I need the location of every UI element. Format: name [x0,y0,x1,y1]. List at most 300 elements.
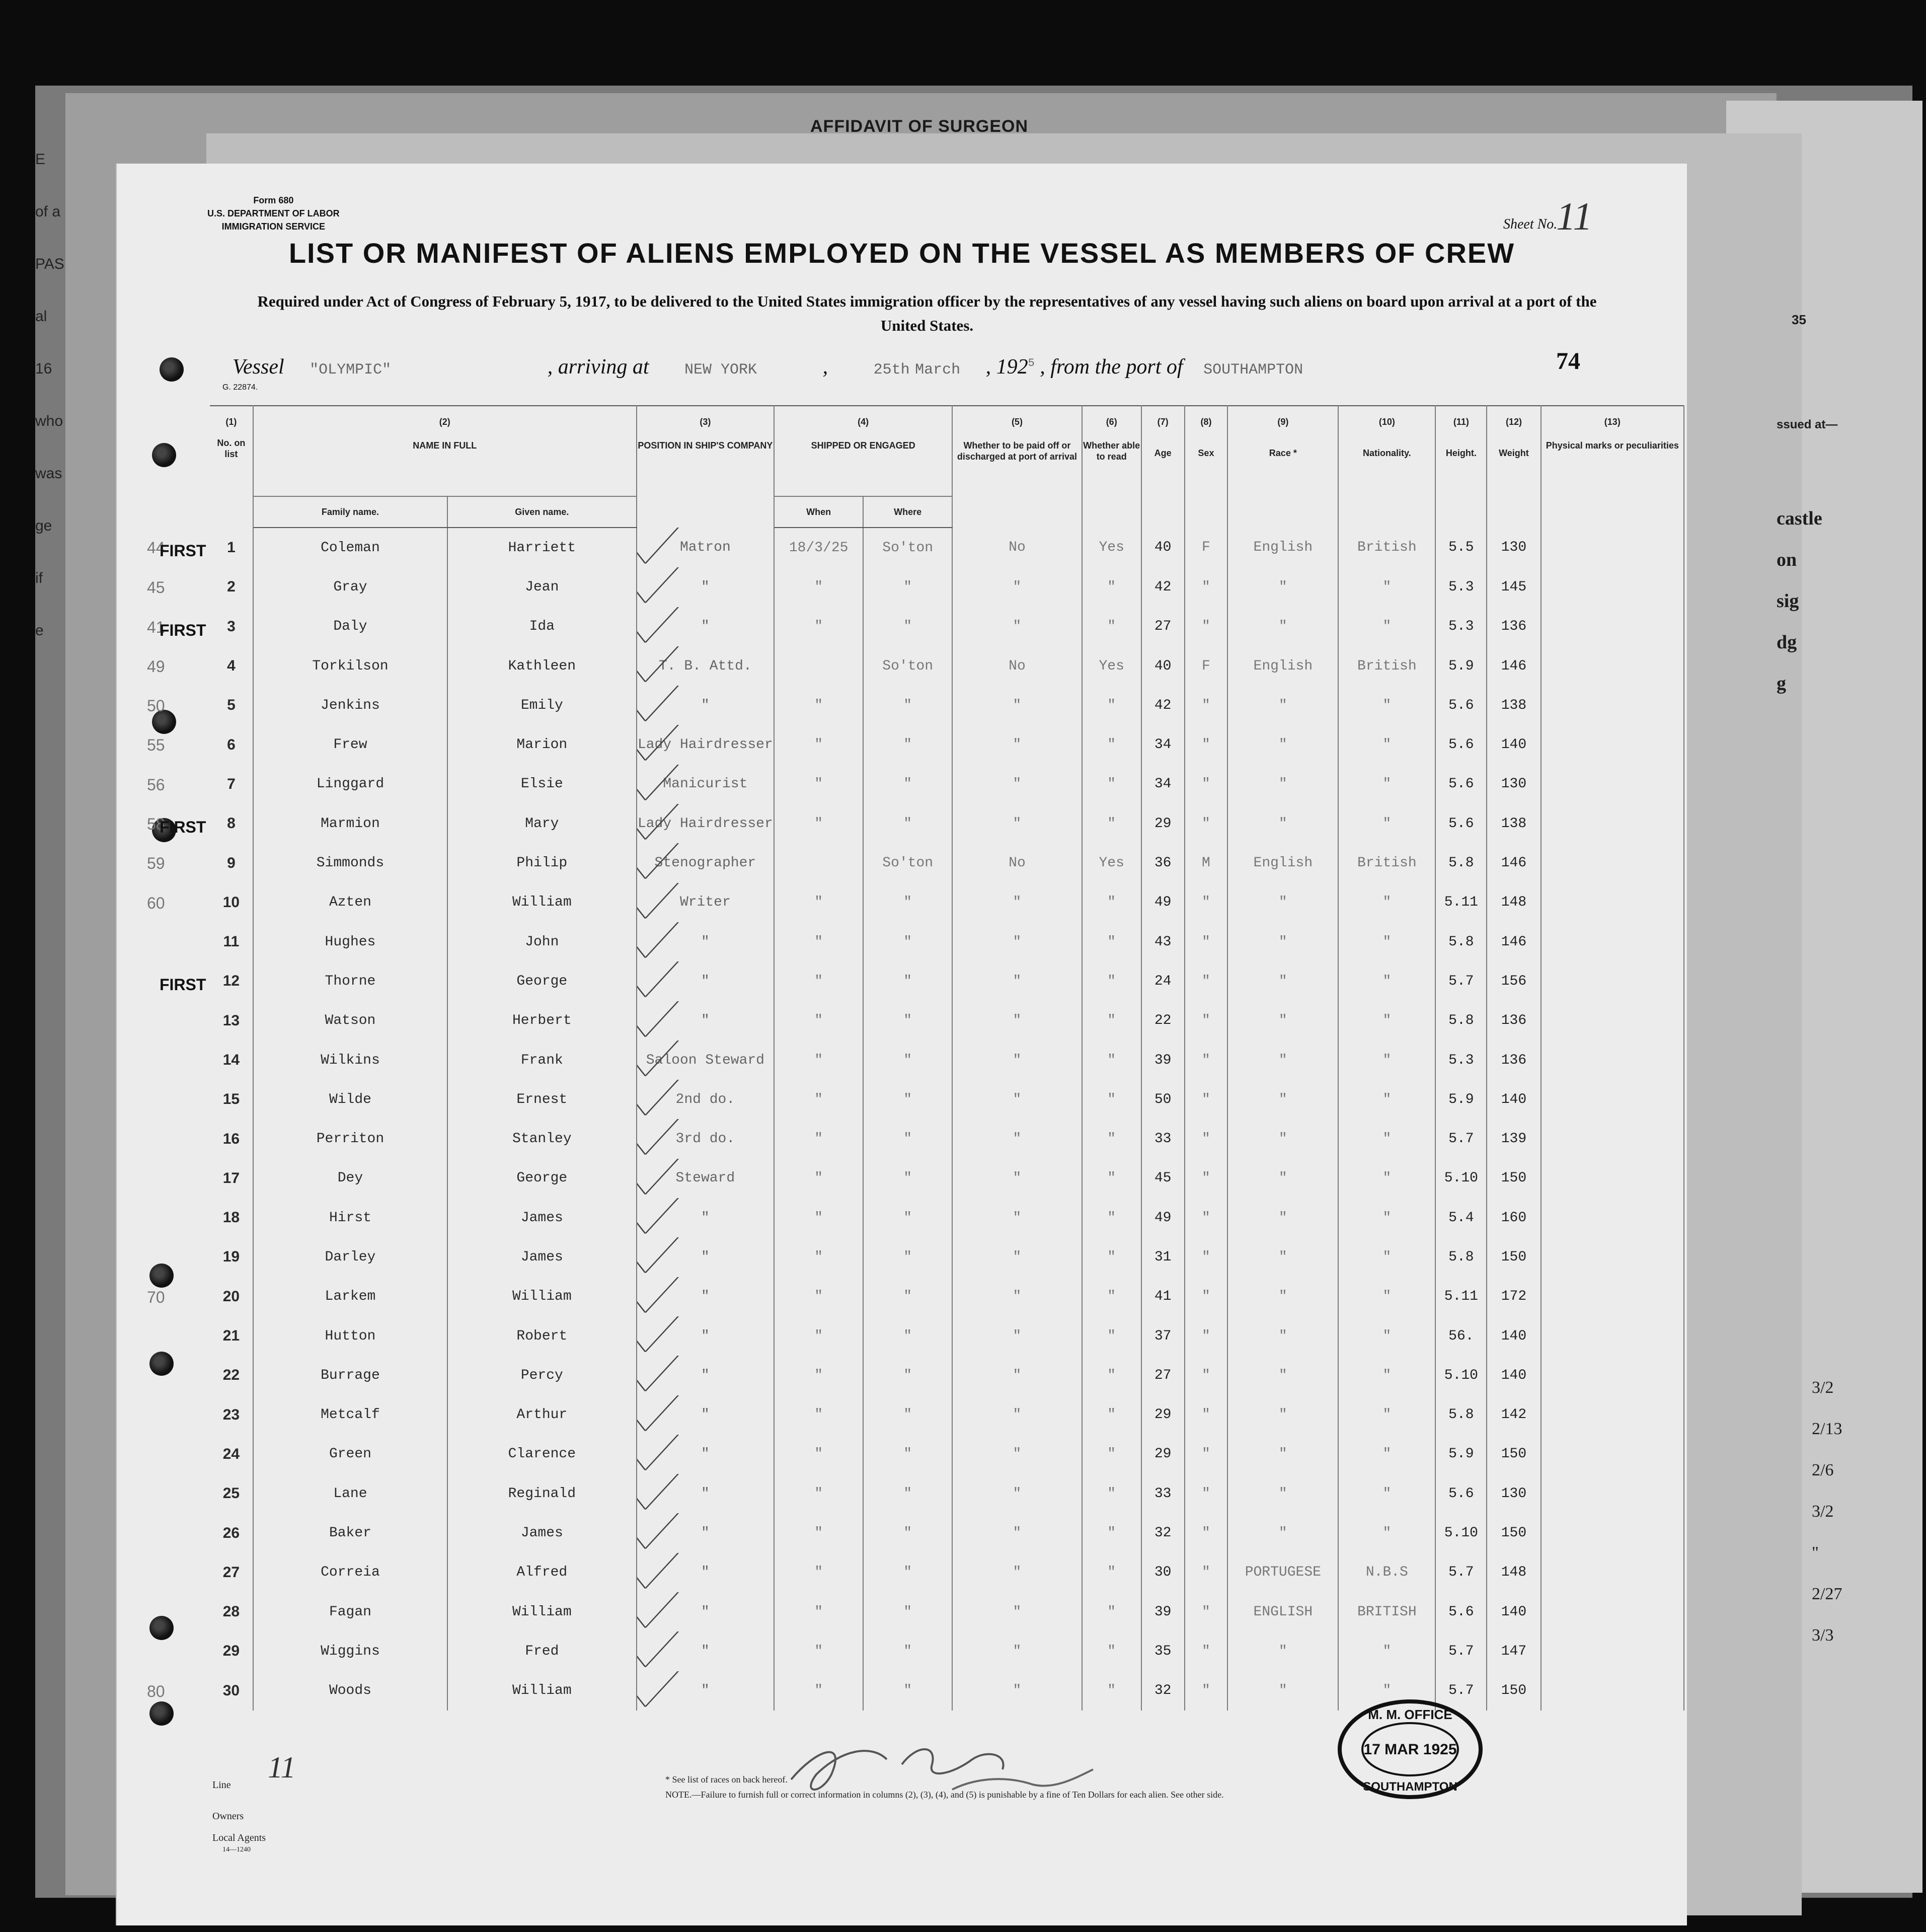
crew-row [210,765,1684,804]
shipped-where-cell: " [863,1592,952,1631]
sex-cell: " [1185,1198,1228,1237]
weight-cell: 136 [1487,1041,1540,1080]
height-cell: 5.5 [1435,528,1487,567]
height-cell: 5.7 [1435,1553,1487,1592]
family-name-cell: Wiggins [253,1631,447,1671]
race-cell: " [1227,1159,1338,1198]
row-number: 11 [210,922,253,961]
family-name-cell: Burrage [253,1356,447,1395]
age-cell: 27 [1141,607,1185,646]
row-number: 3 41 FIRST [210,607,253,646]
paid-off-cell: " [952,1513,1082,1552]
physical-marks-cell [1541,725,1684,764]
punch-hole [149,1616,174,1640]
shipped-where-cell: " [863,1041,952,1080]
header-age: (7) Age [1141,406,1185,528]
shipped-where-cell: " [863,961,952,1001]
given-name-cell: Frank [447,1041,637,1080]
height-cell: 56. [1435,1316,1487,1356]
age-cell: 45 [1141,1159,1185,1198]
shipped-when-cell: " [774,1553,863,1592]
footer-notes [665,1772,1224,1802]
able-to-read-cell: " [1082,1553,1141,1592]
right-column-number: 35 [1792,312,1806,327]
height-cell: 5.8 [1435,1395,1487,1435]
given-name-cell: George [447,1159,637,1198]
weight-cell: 130 [1487,1474,1540,1513]
weight-cell: 150 [1487,1237,1540,1277]
able-to-read-cell: " [1082,1631,1141,1671]
margin-number: 41 [147,618,165,636]
service-name: IMMIGRATION SERVICE [221,221,326,232]
given-name-cell: Herbert [447,1001,637,1041]
able-to-read-cell: " [1082,922,1141,961]
able-to-read-cell: " [1082,765,1141,804]
weight-cell: 136 [1487,1001,1540,1041]
sex-cell: " [1185,1316,1228,1356]
height-cell: 5.6 [1435,765,1487,804]
header-given-name: Given name. [447,496,637,528]
height-cell: 5.6 [1435,804,1487,843]
race-cell: " [1227,686,1338,725]
given-name-cell: James [447,1237,637,1277]
weight-cell: 140 [1487,1080,1540,1119]
age-cell: 49 [1141,1198,1185,1237]
physical-marks-cell [1541,1080,1684,1119]
physical-marks-cell [1541,1435,1684,1474]
sex-cell: " [1185,1119,1228,1158]
row-number: 8 58 FIRST [210,804,253,843]
race-cell: " [1227,1237,1338,1277]
shipped-when-cell: " [774,1198,863,1237]
crew-row [210,1513,1684,1552]
shipped-where-cell: " [863,1080,952,1119]
nationality-cell: " [1338,1080,1435,1119]
family-name-cell: Wilkins [253,1041,447,1080]
position-cell: " [637,686,775,725]
crew-row [210,1198,1684,1237]
header-able-to-read: (6) Whether able to read [1082,406,1141,528]
header-paid-off: (5) Whether to be paid off or discharged at port of arrival [952,406,1082,528]
physical-marks-cell [1541,1041,1684,1080]
sex-cell: " [1185,725,1228,764]
physical-marks-cell [1541,1395,1684,1435]
nationality-cell: " [1338,1435,1435,1474]
able-to-read-cell: " [1082,1592,1141,1631]
local-agents-label: Local Agents [212,1832,266,1843]
height-cell: 5.8 [1435,1001,1487,1041]
weight-cell: 150 [1487,1435,1540,1474]
punch-hole [149,1264,174,1288]
right-edge-date: " [1812,1543,1819,1562]
right-edge-date: 3/2 [1812,1378,1834,1397]
able-to-read-cell: Yes [1082,646,1141,686]
position-cell: " [637,1671,775,1711]
left-edge-fragment: PAS [35,256,64,272]
physical-marks-cell [1541,1198,1684,1237]
right-edge-date: 3/3 [1812,1626,1834,1645]
able-to-read-cell: " [1082,1080,1141,1119]
crew-row [210,1592,1684,1631]
given-name-cell: Clarence [447,1435,637,1474]
arrival-day: 25th [873,361,910,379]
paid-off-cell: " [952,804,1082,843]
physical-marks-cell [1541,961,1684,1001]
able-to-read-cell: " [1082,1395,1141,1435]
arriving-label: , arriving at [547,355,649,379]
row-number: 17 [210,1159,253,1198]
row-number: 4 49 [210,646,253,686]
weight-cell: 142 [1487,1395,1540,1435]
shipped-where-cell: " [863,1474,952,1513]
family-name-cell: Woods [253,1671,447,1711]
shipped-where-cell: So'ton [863,528,952,567]
sex-cell: " [1185,1237,1228,1277]
shipped-where-cell: " [863,567,952,607]
able-to-read-cell: " [1082,1356,1141,1395]
southampton-office-stamp [1337,1699,1483,1800]
nationality-cell: " [1338,607,1435,646]
able-to-read-cell: " [1082,1671,1141,1711]
height-cell: 5.10 [1435,1356,1487,1395]
position-cell: 3rd do. [637,1119,775,1158]
first-class-mark: FIRST [160,976,206,994]
age-cell: 32 [1141,1671,1185,1711]
shipped-when-cell [774,646,863,686]
shipped-when-cell: " [774,1001,863,1041]
nationality-cell: " [1338,1119,1435,1158]
shipped-when-cell: " [774,1474,863,1513]
age-cell: 29 [1141,1395,1185,1435]
height-cell: 5.7 [1435,961,1487,1001]
local-agents-code: 14—1240 [222,1846,251,1853]
given-name-cell: Jean [447,567,637,607]
paid-off-cell: " [952,1080,1082,1119]
row-number: 2 45 [210,567,253,607]
family-name-cell: Darley [253,1237,447,1277]
shipped-where-cell: " [863,1001,952,1041]
height-cell: 5.4 [1435,1198,1487,1237]
race-cell: " [1227,1435,1338,1474]
nationality-cell: " [1338,922,1435,961]
header-height: (11) Height. [1435,406,1487,528]
weight-cell: 148 [1487,1553,1540,1592]
age-cell: 39 [1141,1592,1185,1631]
able-to-read-cell: " [1082,1198,1141,1237]
able-to-read-cell: Yes [1082,528,1141,567]
physical-marks-cell [1541,1159,1684,1198]
position-cell: Lady Hairdresser [637,804,775,843]
position-cell: Steward [637,1159,775,1198]
given-name-cell: Philip [447,843,637,882]
weight-cell: 156 [1487,961,1540,1001]
race-cell: " [1227,765,1338,804]
sex-cell: " [1185,567,1228,607]
margin-number: 49 [147,657,165,676]
sex-cell: " [1185,1474,1228,1513]
position-cell: Writer [637,883,775,922]
physical-marks-cell [1541,804,1684,843]
weight-cell: 140 [1487,1356,1540,1395]
weight-cell: 140 [1487,1316,1540,1356]
able-to-read-cell: " [1082,1474,1141,1513]
race-cell: " [1227,1474,1338,1513]
shipped-when-cell [774,843,863,882]
race-cell: " [1227,567,1338,607]
able-to-read-cell: " [1082,1277,1141,1316]
family-name-cell: Wilde [253,1080,447,1119]
age-cell: 41 [1141,1277,1185,1316]
paid-off-cell: " [952,1592,1082,1631]
shipped-where-cell: " [863,883,952,922]
family-name-cell: Green [253,1435,447,1474]
family-name-cell: Marmion [253,804,447,843]
height-cell: 5.10 [1435,1159,1487,1198]
sex-cell: " [1185,1435,1228,1474]
weight-cell: 148 [1487,883,1540,922]
from-port: SOUTHAMPTON [1203,361,1303,379]
able-to-read-cell: " [1082,1001,1141,1041]
paid-off-cell: No [952,843,1082,882]
position-cell: " [637,567,775,607]
header-sex: (8) Sex [1185,406,1228,528]
right-edge-date: 3/2 [1812,1502,1834,1521]
shipped-where-cell: " [863,1671,952,1711]
sex-cell: " [1185,1631,1228,1671]
family-name-cell: Daly [253,607,447,646]
position-cell: T. B. Attd. [637,646,775,686]
race-cell: " [1227,1041,1338,1080]
year-prefix: 192 [996,355,1028,379]
shipped-where-cell: " [863,1237,952,1277]
family-name-cell: Azten [253,883,447,922]
crew-row [210,607,1684,646]
header-when: When [774,496,863,528]
shipped-where-cell: " [863,1159,952,1198]
footer-labels [212,1751,296,1856]
family-name-cell: Frew [253,725,447,764]
physical-marks-cell [1541,883,1684,922]
race-cell: " [1227,607,1338,646]
shipped-when-cell: " [774,1237,863,1277]
shipped-where-cell: " [863,1356,952,1395]
left-edge-fragment: who [35,413,63,429]
physical-marks-cell [1541,1001,1684,1041]
margin-number: 58 [147,815,165,834]
row-number: 12 FIRST [210,961,253,1001]
shipped-when-cell: " [774,607,863,646]
shipped-when-cell: " [774,1277,863,1316]
paid-off-cell: " [952,765,1082,804]
able-to-read-cell: " [1082,1159,1141,1198]
paid-off-cell: No [952,528,1082,567]
able-to-read-cell: " [1082,1435,1141,1474]
given-name-cell: Ernest [447,1080,637,1119]
race-cell: " [1227,725,1338,764]
crew-row [210,843,1684,882]
given-name-cell: Elsie [447,765,637,804]
left-edge-fragment: E [35,151,46,168]
height-cell: 5.6 [1435,686,1487,725]
weight-cell: 136 [1487,607,1540,646]
row-number: 14 [210,1041,253,1080]
given-name-cell: William [447,1277,637,1316]
shipped-where-cell: " [863,922,952,961]
sex-cell: M [1185,843,1228,882]
weight-cell: 150 [1487,1159,1540,1198]
shipped-where-cell: " [863,686,952,725]
race-cell: ENGLISH [1227,1592,1338,1631]
position-cell: " [637,1592,775,1631]
row-number: 5 50 [210,686,253,725]
paid-off-cell: " [952,1159,1082,1198]
paid-off-cell: " [952,1277,1082,1316]
family-name-cell: Metcalf [253,1395,447,1435]
height-cell: 5.8 [1435,843,1487,882]
nationality-cell: " [1338,1198,1435,1237]
race-cell: " [1227,1631,1338,1671]
sex-cell: " [1185,922,1228,961]
margin-number: 55 [147,736,165,755]
row-number: 10 60 [210,883,253,922]
family-name-cell: Jenkins [253,686,447,725]
height-cell: 5.6 [1435,1474,1487,1513]
vessel-label: Vessel [233,355,284,379]
crew-row [210,567,1684,607]
family-name-cell: Torkilson [253,646,447,686]
nationality-cell: " [1338,725,1435,764]
physical-marks-cell [1541,1277,1684,1316]
race-cell: " [1227,1356,1338,1395]
row-number: 22 [210,1356,253,1395]
sex-cell: " [1185,961,1228,1001]
crew-row [210,646,1684,686]
sex-cell: F [1185,646,1228,686]
age-cell: 49 [1141,883,1185,922]
nationality-cell: " [1338,765,1435,804]
age-cell: 43 [1141,922,1185,961]
given-name-cell: William [447,1671,637,1711]
crew-row [210,1316,1684,1356]
family-name-cell: Simmonds [253,843,447,882]
weight-cell: 138 [1487,804,1540,843]
position-cell: Manicurist [637,765,775,804]
issued-at-label: ssued at— [1777,418,1838,431]
row-number: 27 [210,1553,253,1592]
stamp-date: 17 MAR 1925 [1363,1741,1457,1758]
manifest-sheet [116,164,1687,1925]
age-cell: 33 [1141,1119,1185,1158]
row-number: 7 56 [210,765,253,804]
age-cell: 40 [1141,528,1185,567]
shipped-when-cell: " [774,686,863,725]
sex-cell: F [1185,528,1228,567]
paid-off-cell: " [952,961,1082,1001]
given-name-cell: George [447,961,637,1001]
position-cell: " [637,1316,775,1356]
shipped-when-cell: " [774,922,863,961]
row-number: 25 [210,1474,253,1513]
nationality-cell: " [1338,1237,1435,1277]
physical-marks-cell [1541,922,1684,961]
physical-marks-cell [1541,1553,1684,1592]
shipped-where-cell: " [863,765,952,804]
nationality-cell: " [1338,567,1435,607]
family-name-cell: Dey [253,1159,447,1198]
nationality-cell: BRITISH [1338,1592,1435,1631]
physical-marks-cell [1541,843,1684,882]
header-race: (9) Race * [1227,406,1338,528]
left-edge-fragment: of a [35,203,61,220]
given-name-cell: Arthur [447,1395,637,1435]
height-cell: 5.7 [1435,1671,1487,1711]
paid-off-cell: " [952,1671,1082,1711]
row-number: 23 [210,1395,253,1435]
shipped-when-cell: " [774,1080,863,1119]
position-cell: " [637,1395,775,1435]
header-weight: (12) Weight [1487,406,1540,528]
races-note: * See list of races on back hereof. [665,1774,788,1785]
age-cell: 39 [1141,1041,1185,1080]
position-cell: Matron [637,528,775,567]
given-name-cell: Marion [447,725,637,764]
able-to-read-cell: " [1082,1316,1141,1356]
shipped-where-cell: " [863,607,952,646]
given-name-cell: Stanley [447,1119,637,1158]
shipped-when-cell: " [774,1435,863,1474]
physical-marks-cell [1541,765,1684,804]
weight-cell: 138 [1487,686,1540,725]
row-number: 15 [210,1080,253,1119]
row-number: 16 [210,1119,253,1158]
family-name-cell: Thorne [253,961,447,1001]
able-to-read-cell: " [1082,686,1141,725]
penalty-note: NOTE.—Failure to furnish full or correct information in columns (2), (3), (4), and (5) is punishable by a fine of Ten Dollars for each alien. See other side. [665,1790,1224,1800]
nationality-cell: British [1338,646,1435,686]
sex-cell: " [1185,1041,1228,1080]
able-to-read-cell: " [1082,607,1141,646]
shipped-where-cell: " [863,804,952,843]
right-edge-date: 2/13 [1812,1420,1842,1438]
nationality-cell: British [1338,528,1435,567]
age-cell: 35 [1141,1631,1185,1671]
physical-marks-cell [1541,567,1684,607]
left-edge-fragment: if [35,570,43,586]
position-cell: Lady Hairdresser [637,725,775,764]
weight-cell: 140 [1487,1592,1540,1631]
nationality-cell: " [1338,1631,1435,1671]
age-cell: 34 [1141,725,1185,764]
family-name-cell: Watson [253,1001,447,1041]
year-suffix: 5 [1028,357,1035,369]
paid-off-cell: No [952,646,1082,686]
race-cell: " [1227,1198,1338,1237]
paid-off-cell: " [952,1356,1082,1395]
sex-cell: " [1185,883,1228,922]
shipped-where-cell: " [863,1513,952,1552]
weight-cell: 130 [1487,765,1540,804]
given-name-cell: Emily [447,686,637,725]
sex-cell: " [1185,1080,1228,1119]
family-name-cell: Linggard [253,765,447,804]
crew-row [210,1001,1684,1041]
race-cell: " [1227,1001,1338,1041]
physical-marks-cell [1541,1356,1684,1395]
crew-row [210,725,1684,764]
family-name-cell: Hirst [253,1198,447,1237]
row-number: 6 55 [210,725,253,764]
paid-off-cell: " [952,1631,1082,1671]
